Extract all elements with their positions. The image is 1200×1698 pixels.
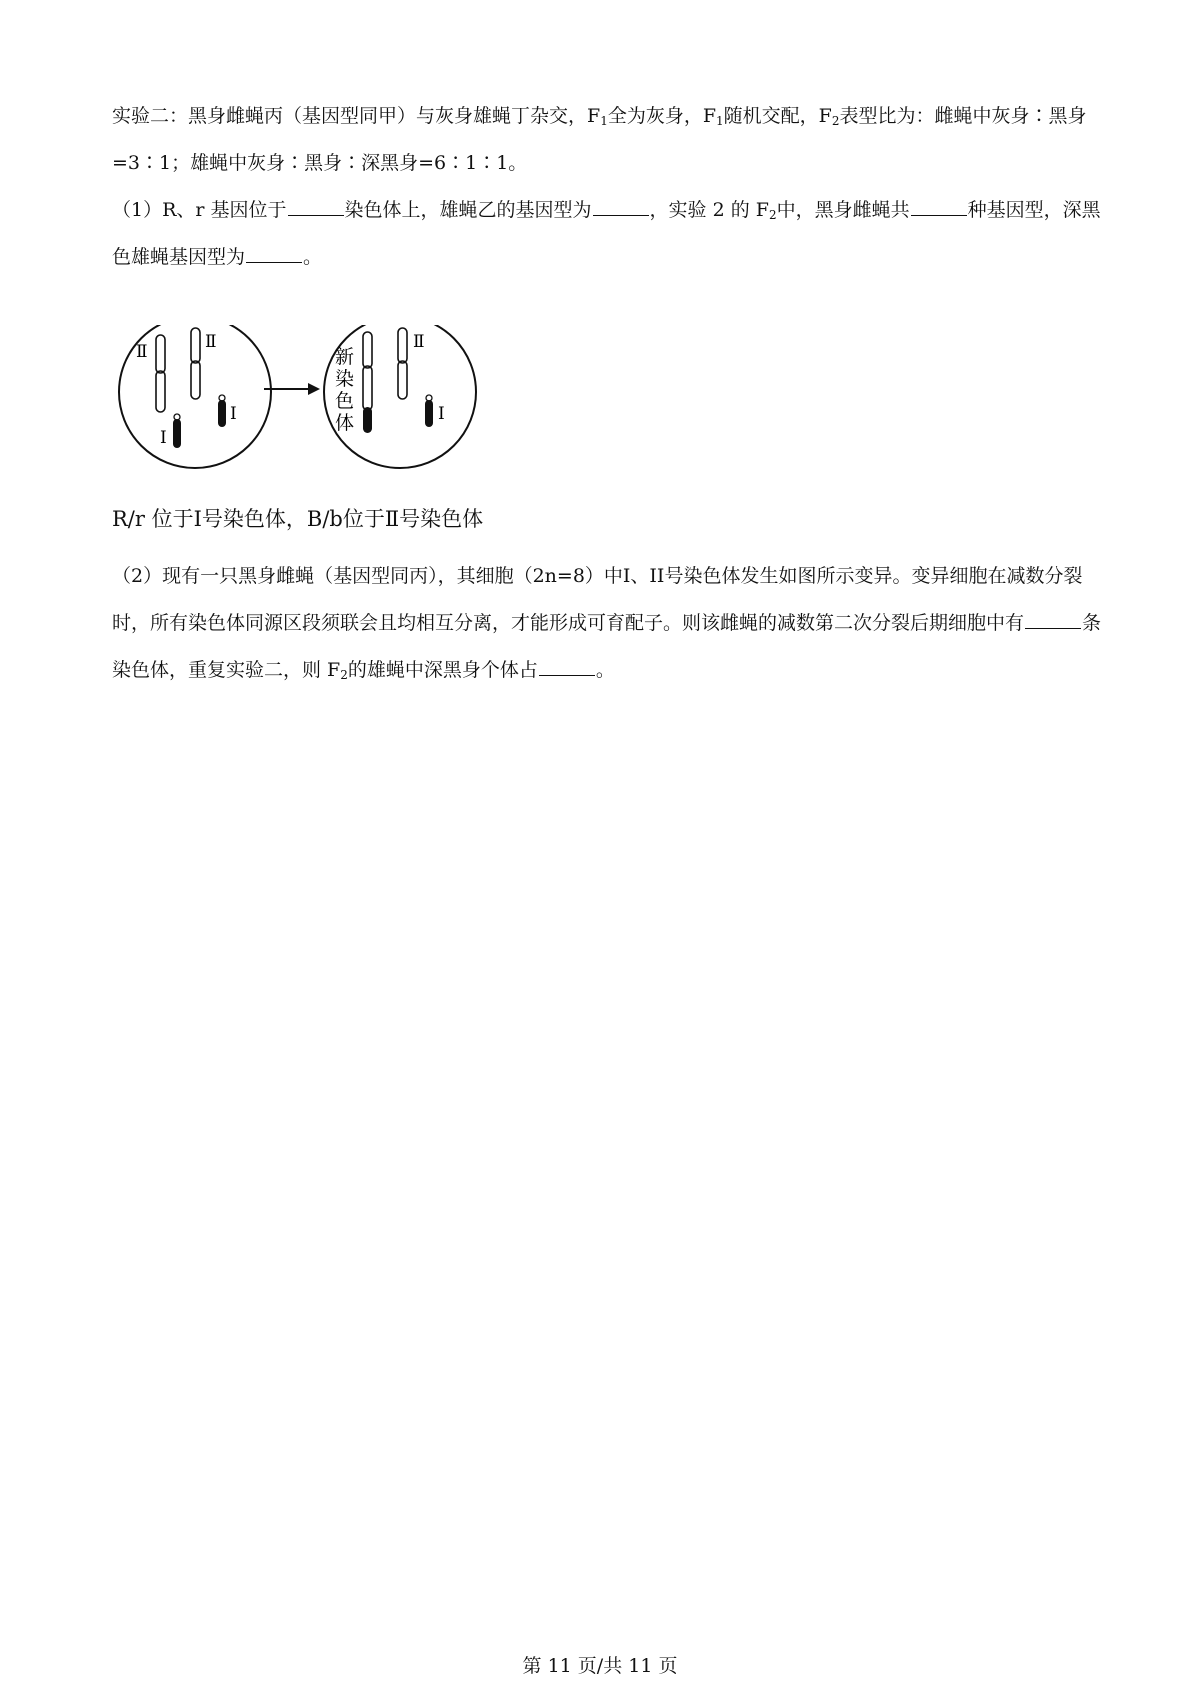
new-chromosome (363, 332, 372, 433)
chromosome-I-bottom (173, 414, 181, 448)
new-chromosome-label: 染 (335, 368, 355, 390)
answer-blank (593, 198, 649, 216)
subscript: 2 (768, 208, 777, 222)
new-chromosome-label: 新 (335, 346, 355, 368)
answer-blank (911, 198, 967, 216)
text-run: 中，黑身雌蝇共 (776, 199, 910, 221)
chromosome-figure (112, 325, 532, 535)
text-run: 条染色体，重复实验二，则 F (112, 612, 1102, 681)
chromosome-I-right (218, 395, 226, 427)
text-run: 全为灰身，F (607, 105, 717, 127)
chromosome-II-left (156, 335, 165, 412)
figure-caption: R/r 位于Ⅰ号染色体，B/b位于Ⅱ号染色体 (112, 507, 484, 531)
text-run: （2）现有一只黑身雌蝇（基因型同丙），其细胞（2n=8）中I、II号染色体发生如图所示变异。变异细胞在减数分裂时，所有染色体同源区段须联会且均相互分离，才能形成可育配子。则该雌蝇的减数第二次分裂后期细胞中有 (112, 565, 1083, 634)
text-run: 实验二：黑身雌蝇丙（基因型同甲）与灰身雄蝇丁杂交，F (112, 105, 601, 127)
text-run: 染色体上，雄蝇乙的基因型为 (344, 199, 592, 221)
answer-blank (1025, 611, 1081, 629)
text-run: 。 (595, 659, 615, 681)
answer-blank (246, 245, 302, 263)
page-footer (0, 1651, 1200, 1678)
answer-blank (288, 198, 344, 216)
label-I: Ⅰ (160, 428, 167, 448)
new-chromosome-label: 体 (335, 412, 355, 434)
text-run: ，实验 2 的 F (649, 199, 769, 221)
text-run: 的雄蝇中深黑身个体占 (347, 659, 538, 681)
subscript: 2 (831, 114, 840, 128)
subscript: 1 (716, 114, 724, 128)
label-I: Ⅰ (230, 404, 237, 424)
chromosome-diagram (112, 325, 532, 505)
text-run: （1）R、r 基因位于 (112, 199, 287, 221)
new-chromosome-label: 色 (335, 390, 355, 412)
chromosome-II-right (398, 328, 407, 399)
text-run: 。 (303, 246, 323, 268)
question-2 (112, 553, 1102, 694)
subscript: 1 (600, 114, 608, 128)
text-run: 表型比为：雌蝇中灰身∶黑身=3∶1；雄蝇中灰身∶黑身∶深黑身=6∶1∶1。 (112, 105, 1087, 174)
experiment-2-text (112, 93, 1102, 187)
page-number: 第 11 页/共 11 页 (522, 1655, 678, 1677)
label-I: Ⅰ (438, 404, 445, 424)
label-II: Ⅱ (413, 332, 425, 352)
subscript: 2 (340, 668, 348, 682)
question-1 (112, 187, 1102, 281)
chromosome-I-right (425, 395, 433, 427)
text-run: 种基因型，深黑色雄蝇基因型为 (112, 199, 1101, 268)
answer-blank (539, 658, 595, 676)
arrow-icon (264, 383, 320, 395)
chromosome-II-right (191, 328, 200, 399)
label-II: Ⅱ (205, 332, 217, 352)
text-run: 随机交配，F (723, 105, 832, 127)
label-II: Ⅱ (136, 342, 148, 362)
